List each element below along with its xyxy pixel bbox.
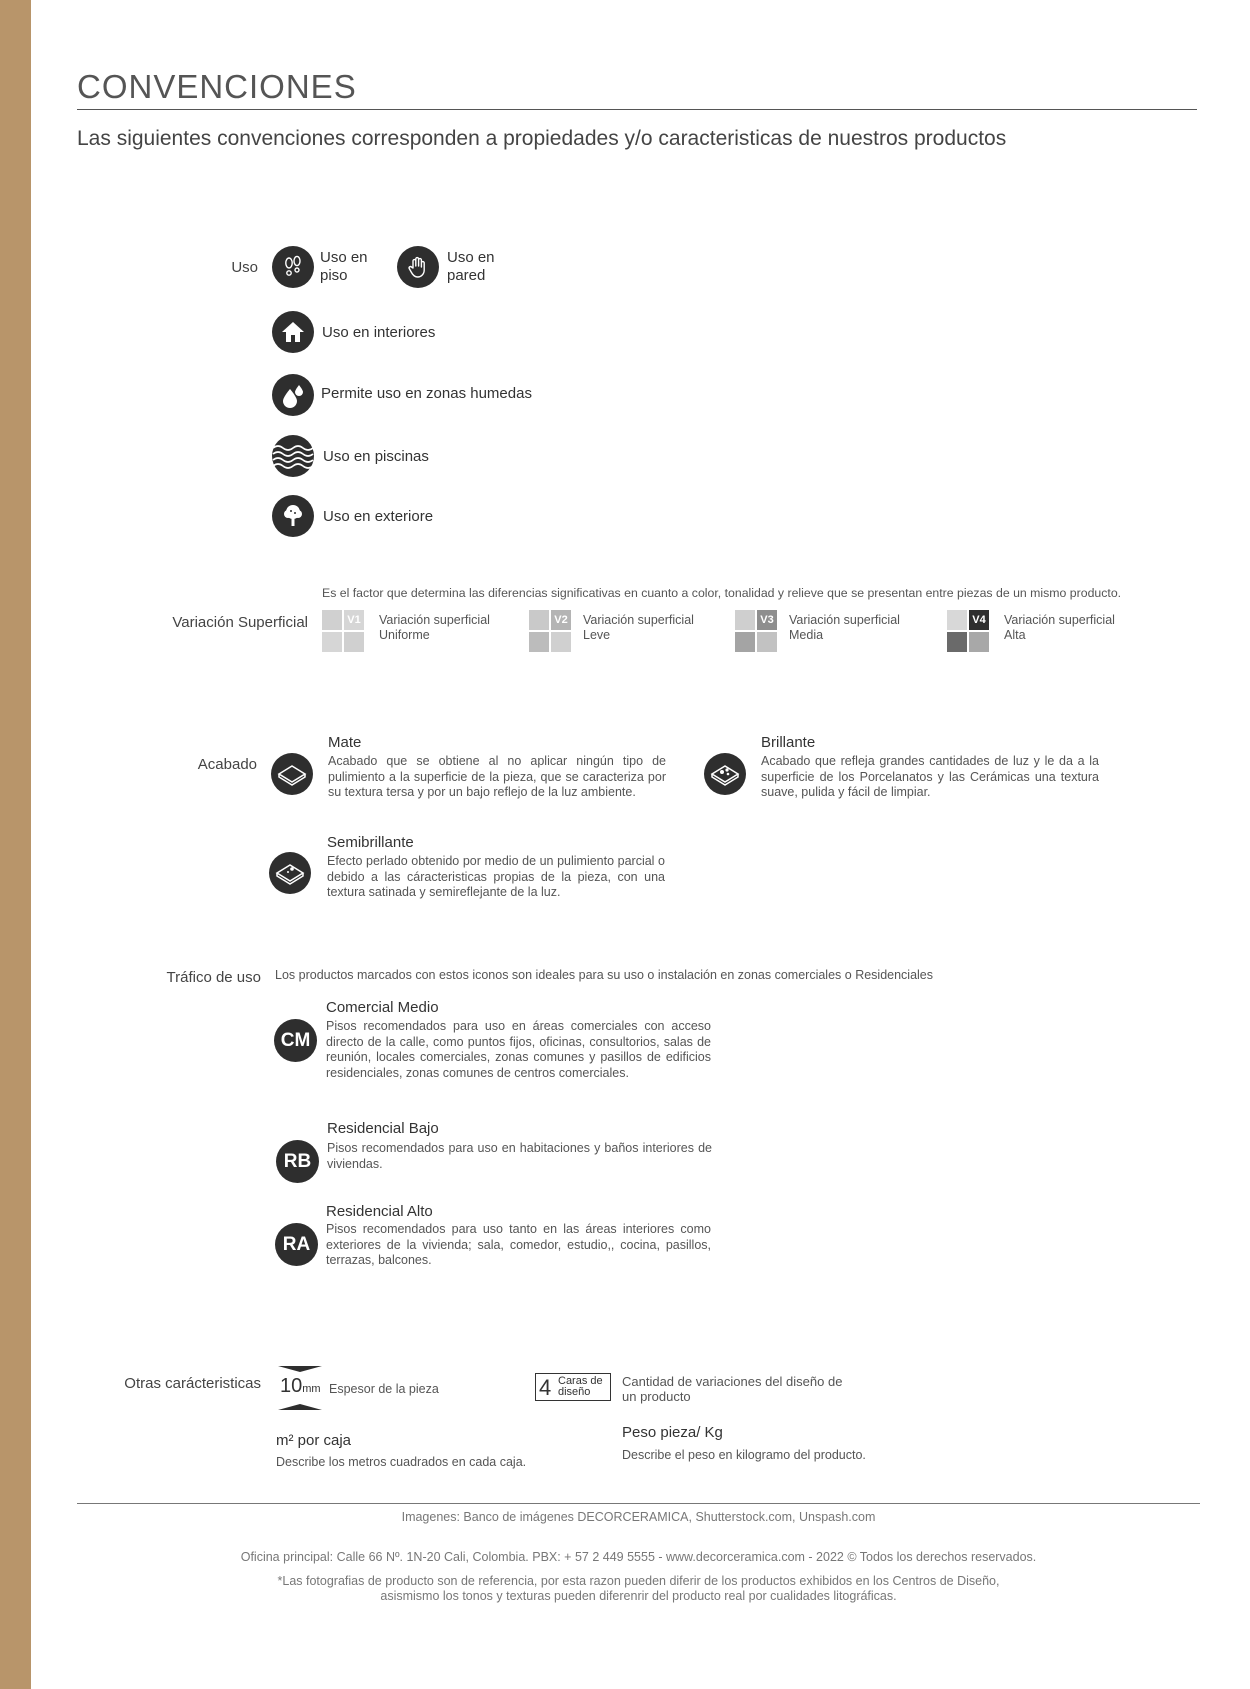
variation-tag: V4 (969, 610, 989, 630)
caras-label: Caras de diseño (558, 1375, 603, 1398)
peso-title: Peso pieza/ Kg (622, 1424, 723, 1441)
caras-number: 4 (539, 1375, 552, 1400)
caras-diseno-box (535, 1373, 611, 1401)
trafico-ra-text: Pisos recomendados para uso tanto en las áreas interiores como exteriores de la vivienda; sala, comedor, estudio,, cocina, pasillos, terrazas, balcones. (326, 1222, 711, 1267)
variacion-description: Es el factor que determina las diferencias significativas en cuanto a color, tonalidad y relieve que se presentan entre piezas de un mismo producto. (322, 586, 1122, 600)
trafico-rb-title: Residencial Bajo (327, 1120, 439, 1137)
espesor-label: Espesor de la pieza (329, 1382, 439, 1396)
caras-description: Cantidad de variaciones del diseño de un producto (622, 1374, 843, 1404)
variation-label-v2: Variación superficial Leve (583, 613, 694, 642)
m2-description: Describe los metros cuadrados en cada caja. (276, 1455, 527, 1469)
swatch-tile (344, 632, 364, 652)
swatch-tile (947, 632, 967, 652)
swatch-tile (735, 610, 755, 630)
variation-tag: V2 (551, 610, 571, 630)
uso-piscinas-label: Uso en piscinas (323, 448, 429, 465)
acabado-brillante-title: Brillante (761, 734, 816, 751)
page-title: CONVENCIONES (77, 68, 357, 105)
section-label-trafico: Tráfico de uso (166, 969, 261, 986)
tile-matte-icon (271, 753, 313, 795)
variation-swatch-v4 (947, 610, 989, 652)
acabado-semibrillante-text: Efecto perlado obtenido por medio de un pulimiento parcial o debido a las cáracteristicas propias de la pieza, con una textura satinada y semireflejante de la luz. (327, 854, 665, 899)
variation-tag: V1 (344, 610, 364, 630)
variation-label-v3: Variación superficial Media (789, 613, 900, 642)
variation-label-v4: Variación superficial Alta (1004, 613, 1115, 642)
footer-note: *Las fotografias de producto son de referencia, por esta razon pueden diferir de los productos exhibidos en los Centros de Diseño, asismismo los tonos y texturas pueden diferenrir del producto real por cualidades litográficas. (277, 1574, 1000, 1603)
m2-title: m² por caja (276, 1432, 352, 1449)
espesor-value: 10mm (280, 1375, 321, 1397)
uso-interiores-label: Uso en interiores (322, 324, 436, 341)
badge-ra: RA (275, 1223, 318, 1266)
acabado-semibrillante-title: Semibrillante (327, 834, 414, 851)
uso-zonas-humedas-label: Permite uso en zonas humedas (321, 385, 532, 402)
house-icon (272, 311, 314, 353)
swatch-tile (735, 632, 755, 652)
footer-divider (77, 1503, 1200, 1504)
trafico-rb-text: Pisos recomendados para uso en habitaciones y baños interiores de viviendas. (327, 1141, 712, 1171)
footer-office: Oficina principal: Calle 66 Nº. 1N-20 Cali, Colombia. PBX: + 57 2 449 5555 - www.decorceramica.com - 2022 © Todos los derechos reservados. (240, 1550, 1037, 1564)
water-drops-icon (272, 374, 314, 416)
badge-cm: CM (274, 1019, 317, 1062)
section-label-otras: Otras carácteristicas (124, 1375, 261, 1392)
variation-swatch-v1 (322, 610, 364, 652)
peso-description: Describe el peso en kilogramo del producto. (622, 1448, 866, 1462)
swatch-tile (322, 632, 342, 652)
acabado-mate-text: Acabado que se obtiene al no aplicar ningún tipo de pulimiento a la superficie de la pieza, que se caracteriza por su textura tersa y por un bajo reflejo de la luz ambiente. (328, 754, 666, 799)
swatch-tile (969, 632, 989, 652)
footer-credits: Imagenes: Banco de imágenes DECORCERAMICA, Shutterstock.com, Unspash.com (401, 1510, 876, 1524)
title-divider (77, 109, 1197, 110)
variation-swatch-v3 (735, 610, 777, 652)
trafico-description: Los productos marcados con estos iconos son ideales para su uso o instalación en zonas comerciales o Residenciales (275, 968, 934, 982)
uso-pared-label: Uso en pared (447, 249, 495, 284)
variation-label-v1: Variación superficial Uniforme (379, 613, 490, 642)
trafico-cm-text: Pisos recomendados para uso en áreas comerciales con acceso directo de la calle, como puntos fijos, oficinas, consultorios, salas de reunión, locales comerciales, zonas comunes y pasillos de edificios residenciales, zonas comunes de centros comerciales. (326, 1019, 711, 1080)
uso-exteriores-label: Uso en exteriore (323, 508, 434, 525)
uso-piso-label: Uso en piso (320, 249, 368, 284)
section-label-acabado: Acabado (197, 756, 257, 773)
acabado-brillante-text: Acabado que refleja grandes cantidades de luz y le da a la superficie de los Porcelanatos y las Cerámicas una textura suave, pulida y fácil de limpiar. (761, 754, 1099, 799)
swatch-tile (322, 610, 342, 630)
swatch-tile (551, 632, 571, 652)
page-subtitle: Las siguientes convenciones corresponden a propiedades y/o caracteristicas de nuestros productos (77, 127, 1007, 150)
acabado-mate-title: Mate (328, 734, 362, 751)
variation-tag: V3 (757, 610, 777, 630)
swatch-tile (529, 632, 549, 652)
trafico-ra-title: Residencial Alto (326, 1203, 433, 1220)
side-color-band (0, 0, 31, 1689)
section-label-uso: Uso (231, 259, 258, 276)
trafico-cm-title: Comercial Medio (326, 999, 439, 1016)
tree-icon (272, 495, 314, 537)
variation-swatch-v2 (529, 610, 571, 652)
hand-icon (397, 246, 439, 288)
tile-semigloss-icon (269, 852, 311, 894)
tile-glossy-icon (704, 753, 746, 795)
swatch-tile (757, 632, 777, 652)
swatch-tile (947, 610, 967, 630)
badge-rb: RB (276, 1140, 319, 1183)
waves-icon (272, 435, 314, 477)
swatch-tile (529, 610, 549, 630)
section-label-variacion: Variación Superficial (172, 614, 308, 631)
footprints-icon (272, 246, 314, 288)
